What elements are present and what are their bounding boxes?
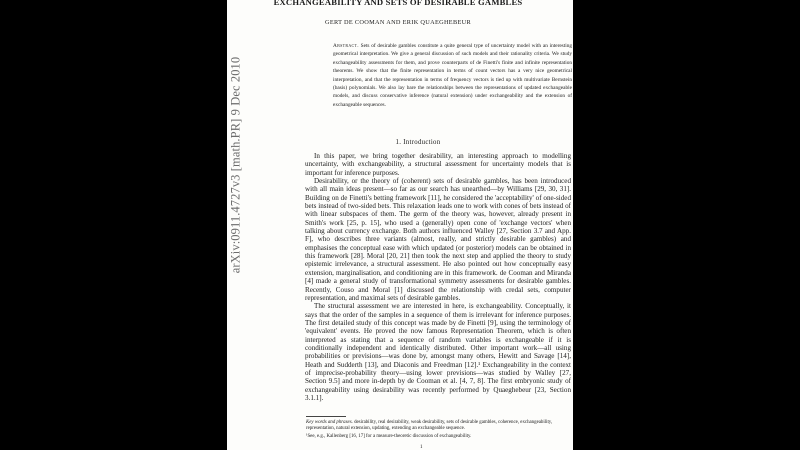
keywords: [306, 420, 571, 433]
keywords-label: Key words and phrases.: [306, 420, 353, 425]
paper-title: EXCHANGEABILITY AND SETS OF DESIRABLE GAMBLES: [273, 0, 523, 7]
section-heading: 1. Introduction: [395, 139, 441, 146]
keywords-text: desirability, real desirability, weak desirability, sets of desirable gambles, coherence, exchangeability, representation, natural extension, updating, extending an exchangeable sequence.: [306, 420, 553, 432]
paragraph: The structural assessment we are interested in here, is exchangeability. Conceptually, it says that the order of the samples in a sequence of them is irrelevant for inference purposes. The first detailed study of this concept was made by de Finetti [9], using the terminology of 'equivalent' events. He proved the now famous Representation Theorem, which is often interpreted as stating that a sequence of random variables is exchangeable if it is conditionally independent and identically distributed. Other important work—all using probabilities or previsions—was done by, amongst many others, Hewitt and Savage [14], Heath and Sudderth [13], and Diaconis and Freedman [12].¹ Exchangeability in the context of imprecise-probability theory—using lower previsions—was studied by Walley [27, Section 9.5] and more in-depth by de Cooman et al. [4, 7, 8]. The first embryonic study of exchangeability using desirability was recently performed by Quaeghebeur [23, Section 3.1.1].: [305, 302, 571, 402]
abstract-text: Sets of desirable gambles constitute a quite general type of uncertainty model with an interesting geometrical interpretation. We give a general discussion of such models and their rationality criteria. We study exchangeability assessments for them, and prove counterparts of de Finetti's finite and infinite representation theorems. We show that the finite representation in terms of count vectors has a very nice geometrical interpretation, and that the representation in terms of frequency vectors is tied up with multivariate Bernstein (basis) polynomials. We also lay bare the relationships between the representations of updated exchangeable models, and discuss conservative inference (natural extension) under exchangeability and the extension of exchangeable sequences.: [333, 43, 572, 108]
footnote-rule: [306, 416, 346, 417]
abstract: [333, 42, 572, 109]
introduction-body: [305, 152, 571, 402]
abstract-label: Abstract.: [333, 43, 359, 49]
arxiv-stamp: [228, 0, 244, 330]
paragraph: In this paper, we bring together desirability, an interesting approach to modelling uncertainty, with exchangeability, a structural assessment for uncertainty models that is important for inference purposes.: [305, 152, 571, 177]
arxiv-stamp-text: arXiv:0911.4727v3 [math.PR] 9 Dec 2010: [228, 56, 243, 274]
paragraph: Desirability, or the theory of (coherent) sets of desirable gambles, has been introduced with all main ideas present—so far as our search has unearthed—by Williams [29, 30, 31]. Building on de Finetti's betting framework [11], he considered the 'acceptability' of one-sided bets instead of two-sided bets. This relaxation leads one to work with cones of bets instead of with linear subspaces of them. The germ of the theory was, however, already present in Smith's work [25, p. 15], who used a (generally) open cone of 'exchange vectors' when talking about currency exchange. Both authors influenced Walley [27, Section 3.7 and App. F], who describes three variants (almost, really, and strictly desirable gambles) and emphasises the conceptual ease with which updated (or posterior) models can be obtained in this framework [28]. Moral [20, 21] then took the next step and applied the theory to study epistemic irrelevance, a structural assessment. He also pointed out how conceptually easy extension, marginalisation, and conditioning are in this framework. de Cooman and Miranda [4] made a general study of transformational symmetry assessments for desirable gambles. Recently, Couso and Moral [1] discussed the relationship with credal sets, computer representation, and maximal sets of desirable gambles.: [305, 177, 571, 302]
paper-authors: GERT DE COOMAN AND ERIK QUAEGHEBEUR: [325, 19, 471, 26]
footnote: ¹See, e.g., Kallenberg [16, 17] for a measure-theoretic discussion of exchangeability.: [306, 434, 472, 439]
page-number: 1: [420, 445, 423, 450]
